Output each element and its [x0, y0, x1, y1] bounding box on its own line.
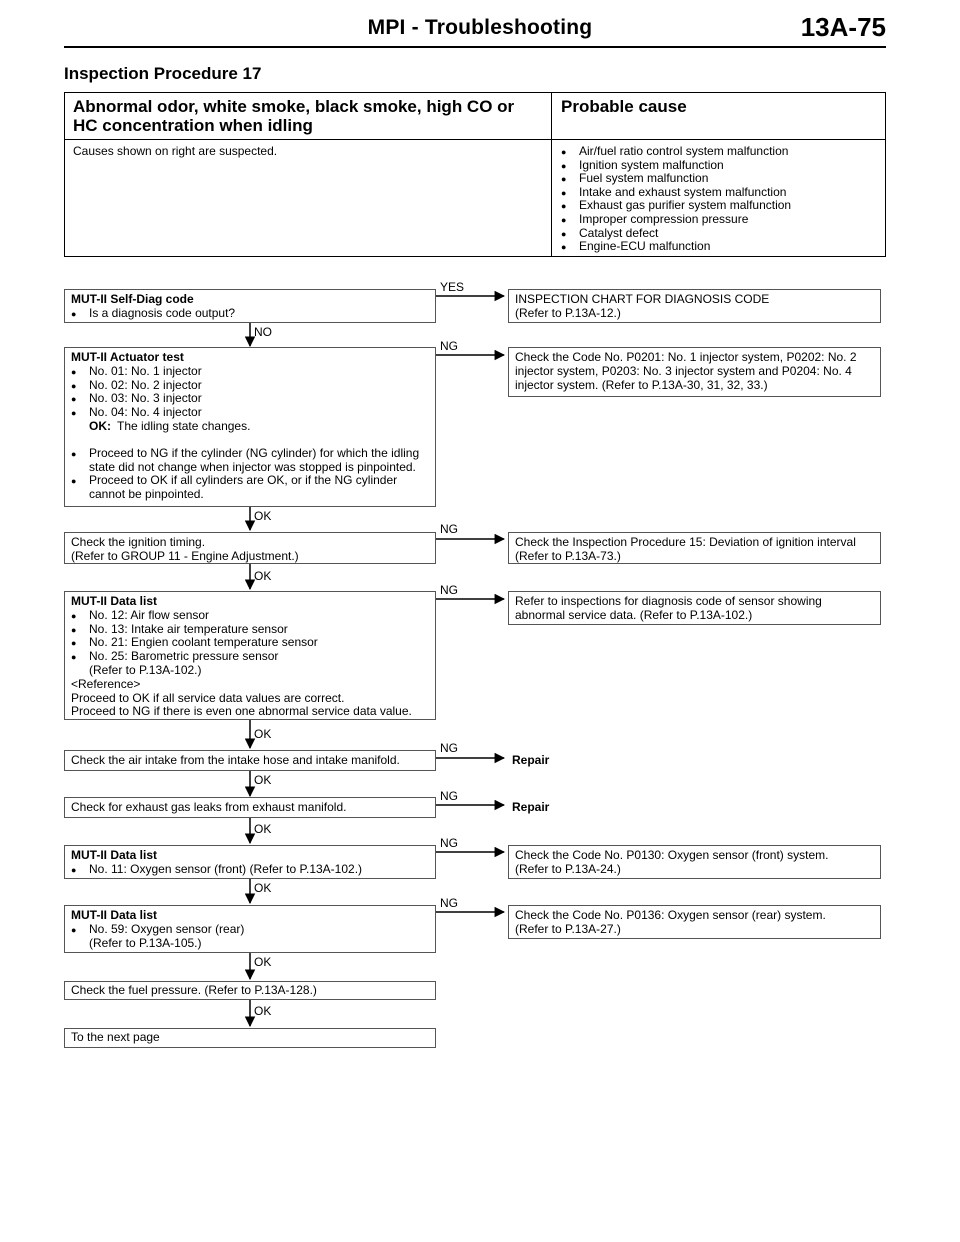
self-diag-check-box — [64, 289, 436, 323]
cause-item: ● Fuel system malfunction — [561, 172, 791, 186]
diagnosis-chart-result-box: INSPECTION CHART FOR DIAGNOSIS CODE (Refer to P.13A-12.) — [508, 289, 881, 323]
branch-label-ok: OK — [254, 569, 272, 583]
branch-label-ok: OK — [254, 727, 272, 741]
repair-label: Repair — [512, 753, 550, 767]
step-item: ● No. 12: Air flow sensor — [71, 609, 429, 623]
symptom-header: Abnormal odor, white smoke, black smoke, high CO or HC concentration when idling — [73, 97, 515, 135]
reference-line: Proceed to NG if there is even one abnormal service data value. — [71, 704, 412, 719]
step-item: ● No. 04: No. 4 injector — [71, 406, 429, 420]
oxygen-front-data-box — [64, 845, 436, 879]
data-list-sensor-box — [64, 591, 436, 720]
cause-description: Causes shown on right are suspected. — [73, 144, 278, 158]
step-note: ● Proceed to NG if the cylinder (NG cylinder) for which the idling state did not change when injector was stopped is pinpointed. — [71, 447, 429, 475]
branch-label-ok: OK — [254, 509, 272, 523]
branch-label-ok: OK — [254, 881, 272, 895]
air-intake-check-box: Check the air intake from the intake hose and intake manifold. — [64, 750, 436, 771]
branch-label-yes: YES — [440, 280, 465, 294]
step-item: ● No. 02: No. 2 injector — [71, 379, 429, 393]
ok-condition — [71, 420, 429, 434]
oxygen-front-result-box: Check the Code No. P0130: Oxygen sensor (front) system. (Refer to P.13A-24.) — [508, 845, 881, 879]
page-number: 13A-75 — [800, 12, 886, 42]
cause-item: ● Catalyst defect — [561, 227, 791, 241]
probable-cause-header: Probable cause — [561, 97, 687, 116]
injector-code-result-box: Check the Code No. P0201: No. 1 injector system, P0202: No. 2 injector system, P0203: No. 3 injector system and P0204: No. 4 injector system. (Refer to P.13A-30, 31, 32, 33.) — [508, 347, 881, 397]
step-item: ● No. 11: Oxygen sensor (front) (Refer to P.13A-102.) — [71, 863, 429, 877]
branch-label-ng: NG — [440, 583, 458, 597]
branch-label-ok: OK — [254, 822, 272, 836]
step-item: ● No. 59: Oxygen sensor (rear) — [71, 923, 429, 937]
branch-label-ok: OK — [254, 955, 272, 969]
exhaust-leak-check-box: Check for exhaust gas leaks from exhaust manifold. — [64, 797, 436, 818]
step-item: ● No. 13: Intake air temperature sensor — [71, 623, 429, 637]
ok-text: The idling state changes. — [117, 418, 251, 433]
ok-label: OK: — [89, 418, 111, 433]
next-page-box: To the next page — [64, 1028, 436, 1048]
branch-label-ng: NG — [440, 836, 458, 850]
step-refer: (Refer to P.13A-105.) — [89, 935, 202, 950]
branch-label-ng: NG — [440, 339, 458, 353]
step-refer: (Refer to P.13A-102.) — [89, 662, 202, 677]
reference-line: Proceed to OK if all service data values are correct. — [71, 690, 345, 705]
step-item: ● Is a diagnosis code output? — [71, 307, 429, 321]
step-item: ● No. 21: Engien coolant temperature sensor — [71, 636, 429, 650]
ignition-interval-result-box: Check the Inspection Procedure 15: Deviation of ignition interval (Refer to P.13A-73.) — [508, 532, 881, 564]
branch-label-ng: NG — [440, 741, 458, 755]
oxygen-rear-result-box: Check the Code No. P0136: Oxygen sensor (rear) system. (Refer to P.13A-27.) — [508, 905, 881, 939]
step-title: MUT-II Data list — [71, 848, 158, 862]
step-item: ● No. 25: Barometric pressure sensor — [71, 650, 429, 664]
cause-item: ● Improper compression pressure — [561, 213, 791, 227]
step-title: MUT-II Data list — [71, 908, 158, 922]
branch-label-ng: NG — [440, 522, 458, 536]
step-item: ● No. 01: No. 1 injector — [71, 365, 429, 379]
repair-label: Repair — [512, 800, 550, 814]
ignition-timing-box: Check the ignition timing. (Refer to GROUP 11 - Engine Adjustment.) — [64, 532, 436, 564]
procedure-title: Inspection Procedure 17 — [64, 64, 262, 83]
step-note: ● Proceed to OK if all cylinders are OK, or if the NG cylinder cannot be pinpointed. — [71, 474, 429, 502]
reference-label: <Reference> — [71, 676, 141, 691]
branch-label-ok: OK — [254, 773, 272, 787]
branch-label-ng: NG — [440, 789, 458, 803]
branch-label-ng: NG — [440, 896, 458, 910]
step-item: ● No. 03: No. 3 injector — [71, 392, 429, 406]
branch-label-ok: OK — [254, 1004, 272, 1018]
cause-item: ● Engine-ECU malfunction — [561, 240, 791, 254]
page-header-title: MPI - Troubleshooting — [367, 16, 593, 39]
oxygen-rear-data-box — [64, 905, 436, 953]
actuator-test-box — [64, 347, 436, 507]
step-title: MUT-II Self-Diag code — [71, 292, 194, 306]
cause-item: ● Intake and exhaust system malfunction — [561, 186, 791, 200]
step-title: MUT-II Actuator test — [71, 350, 184, 364]
cause-item: ● Exhaust gas purifier system malfunction — [561, 199, 791, 213]
fuel-pressure-check-box: Check the fuel pressure. (Refer to P.13A-128.) — [64, 981, 436, 1000]
cause-item: ● Air/fuel ratio control system malfunction — [561, 145, 791, 159]
step-title: MUT-II Data list — [71, 594, 158, 608]
sensor-inspection-result-box: Refer to inspections for diagnosis code of sensor showing abnormal service data. (Refer to P.13A-102.) — [508, 591, 881, 625]
cause-item: ● Ignition system malfunction — [561, 159, 791, 173]
branch-label-no: NO — [254, 325, 272, 339]
